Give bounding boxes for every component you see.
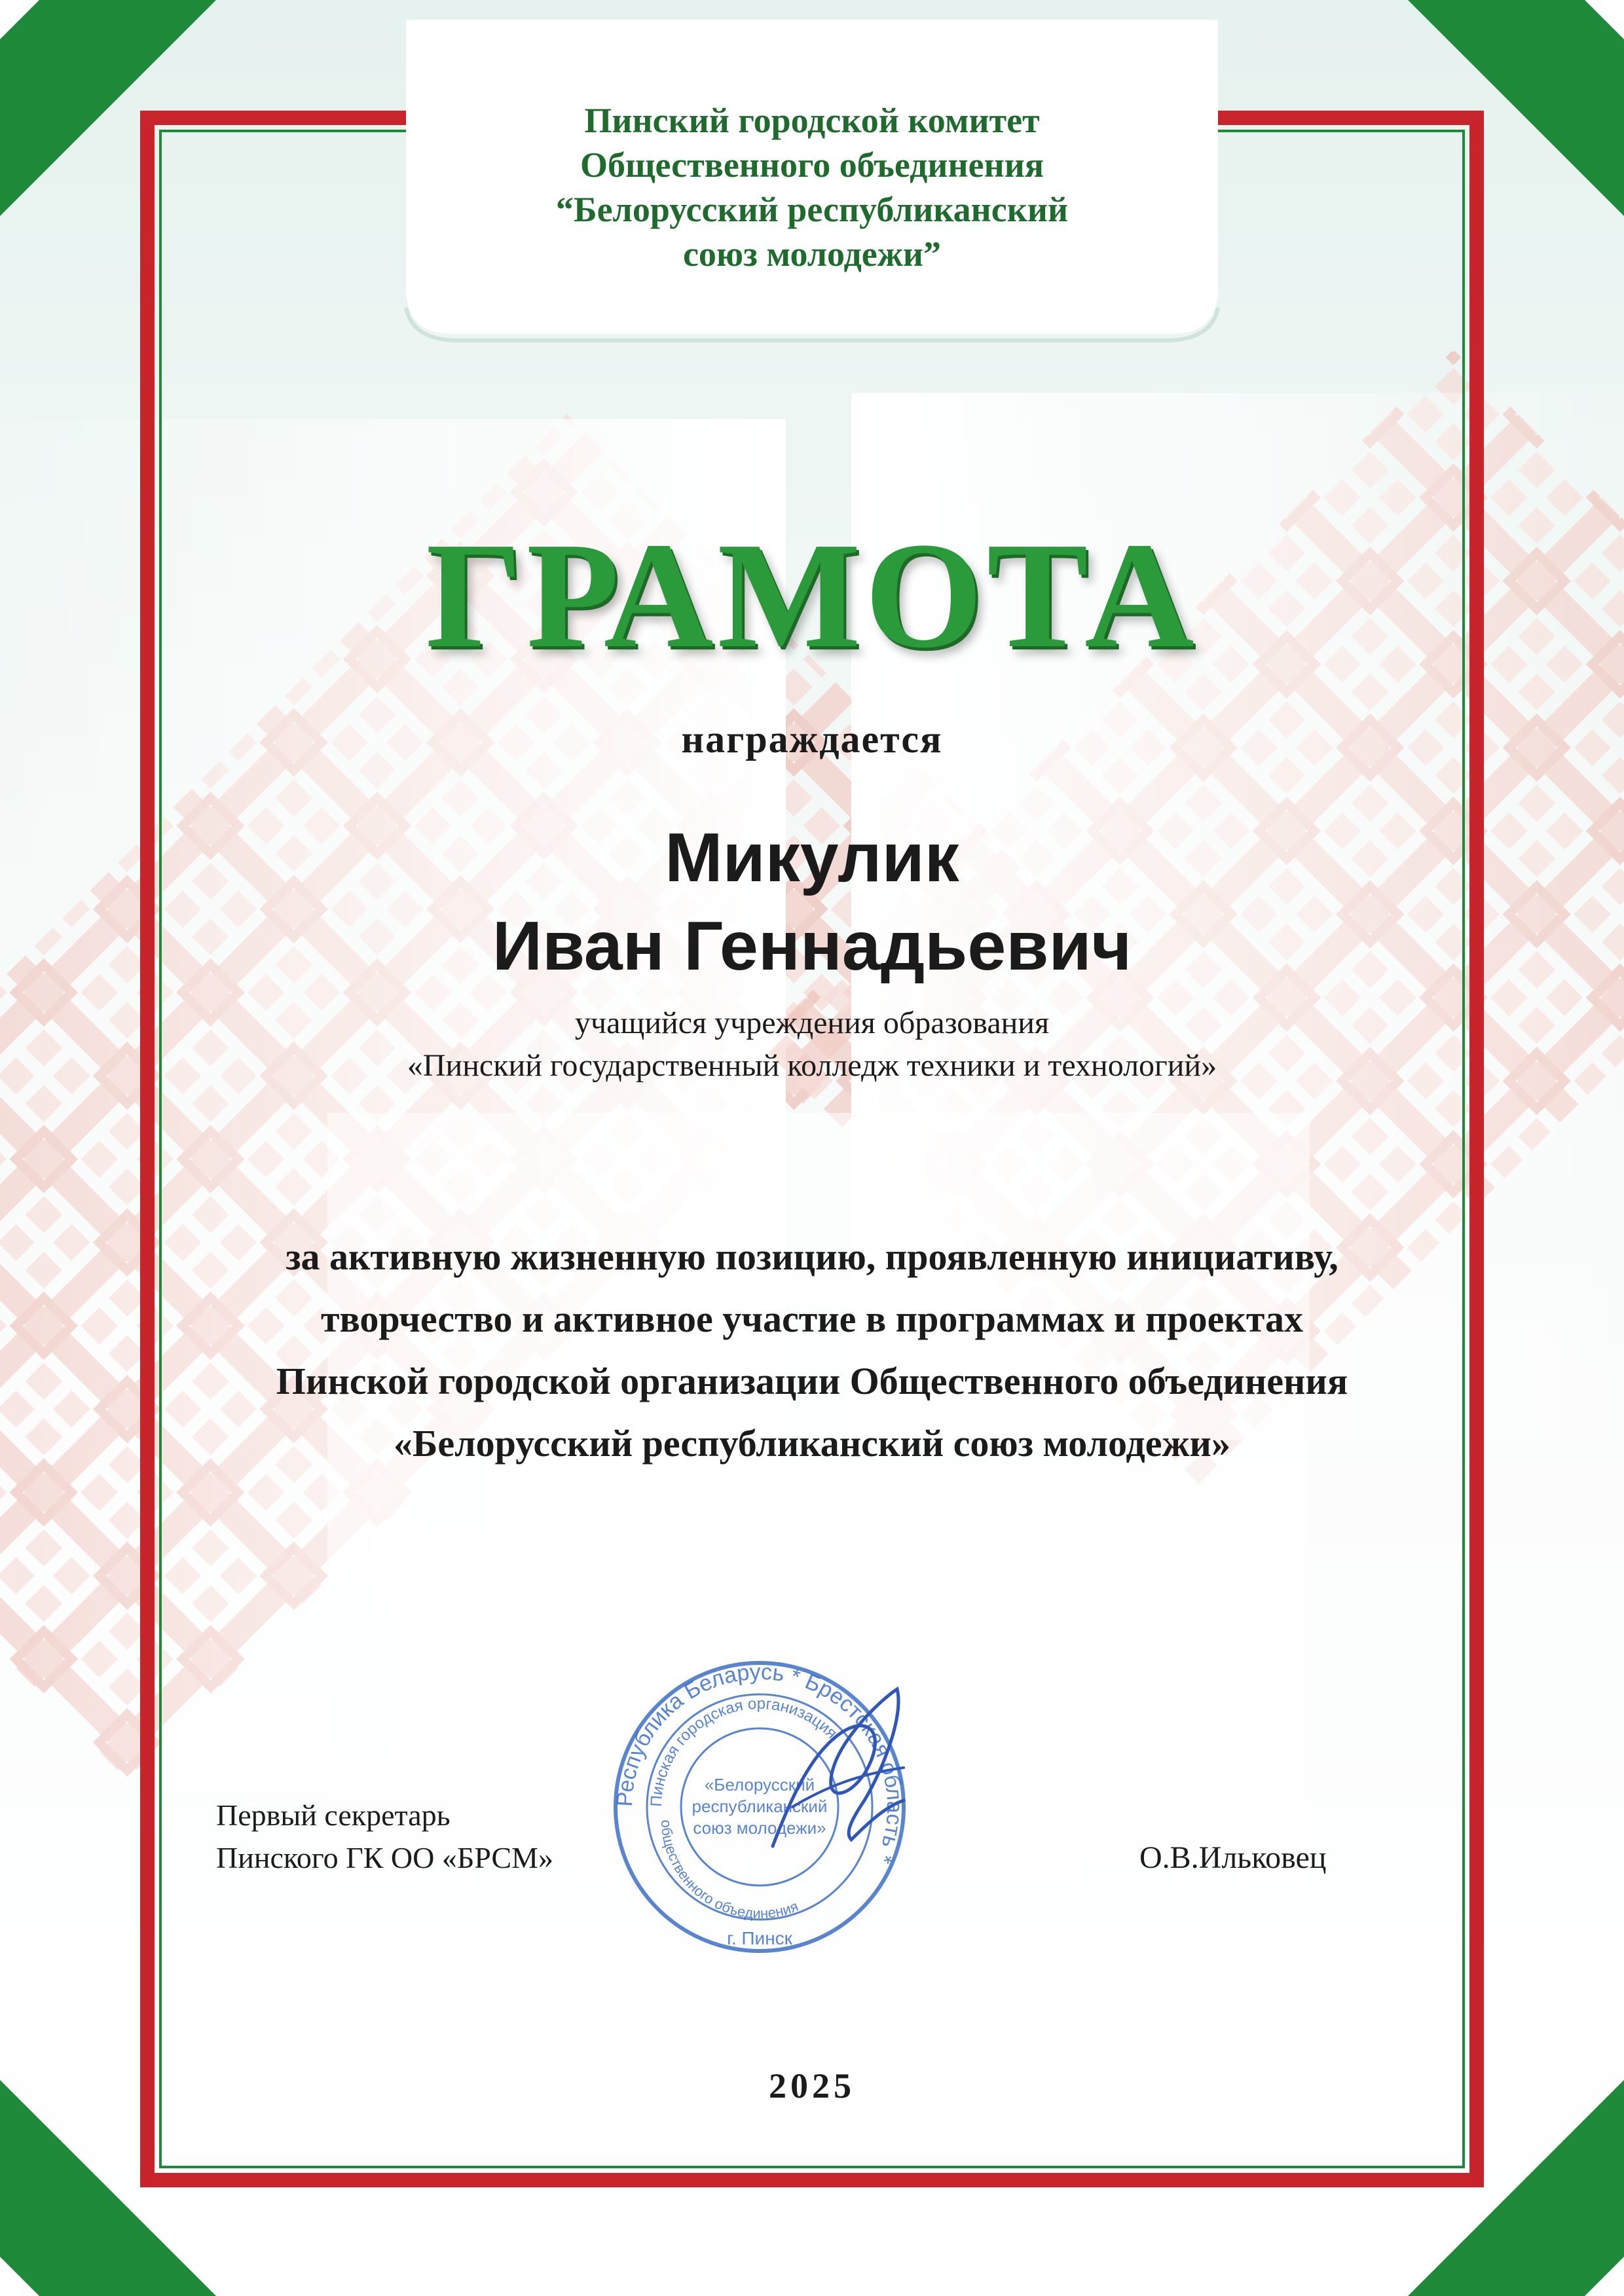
- signer-position-line-1: Первый секретарь: [216, 1798, 451, 1832]
- year: 2025: [769, 2066, 855, 2105]
- issuer-line-4: союз молодежи”: [682, 234, 942, 274]
- signer-position-line-2: Пинского ГК ОО «БРСМ»: [216, 1841, 553, 1874]
- corner-top-right: [1408, 0, 1624, 216]
- certificate-title: ГРАМОТА: [426, 511, 1198, 680]
- stamp-inner-1: «Белорусский: [704, 1775, 815, 1795]
- reason-line-3: Пинской городской организации Общественного объединения: [276, 1360, 1348, 1402]
- institution-line-1: учащийся учреждения образования: [574, 1006, 1050, 1040]
- issuer-header: [406, 98, 1218, 276]
- stamp-middle-text: Пинская городская организация: [647, 1694, 841, 1808]
- issuer-line-1: Пинский городской комитет: [584, 101, 1040, 140]
- corner-top-left: [0, 0, 216, 216]
- stamp-bottom-text: общественного объединения: [657, 1819, 801, 1922]
- issuer-line-3: “Белорусский республиканский: [555, 190, 1069, 229]
- reason-line-2: творчество и активное участие в программах и проектах: [320, 1298, 1304, 1340]
- stamp-inner-2: республиканский: [692, 1796, 828, 1816]
- reason-line-1: за активную жизненную позицию, проявленную инициативу,: [286, 1235, 1338, 1278]
- stamp-outer-text: Республика Беларусь * Брестская область *: [612, 1659, 908, 1867]
- issuer-line-2: Общественного объединения: [580, 145, 1044, 185]
- handwritten-signature: [753, 1676, 923, 1872]
- stamp-inner-3: союз молодежи»: [693, 1818, 826, 1838]
- recipient-given-names: Иван Геннадьевич: [492, 907, 1132, 985]
- reason-line-4: «Белорусский республиканский союз молодежи»: [394, 1422, 1230, 1465]
- corner-bottom-left: [0, 2080, 216, 2296]
- signer-name: О.В.Ильковец: [1139, 1840, 1327, 1875]
- recipient-surname: Микулик: [665, 819, 959, 896]
- institution-line-2: «Пинский государственный колледж техники и технологий»: [407, 1048, 1217, 1083]
- awarded-label: награждается: [681, 718, 943, 761]
- corner-bottom-right: [1408, 2080, 1624, 2296]
- stamp-city: г. Пинск: [727, 1928, 792, 1948]
